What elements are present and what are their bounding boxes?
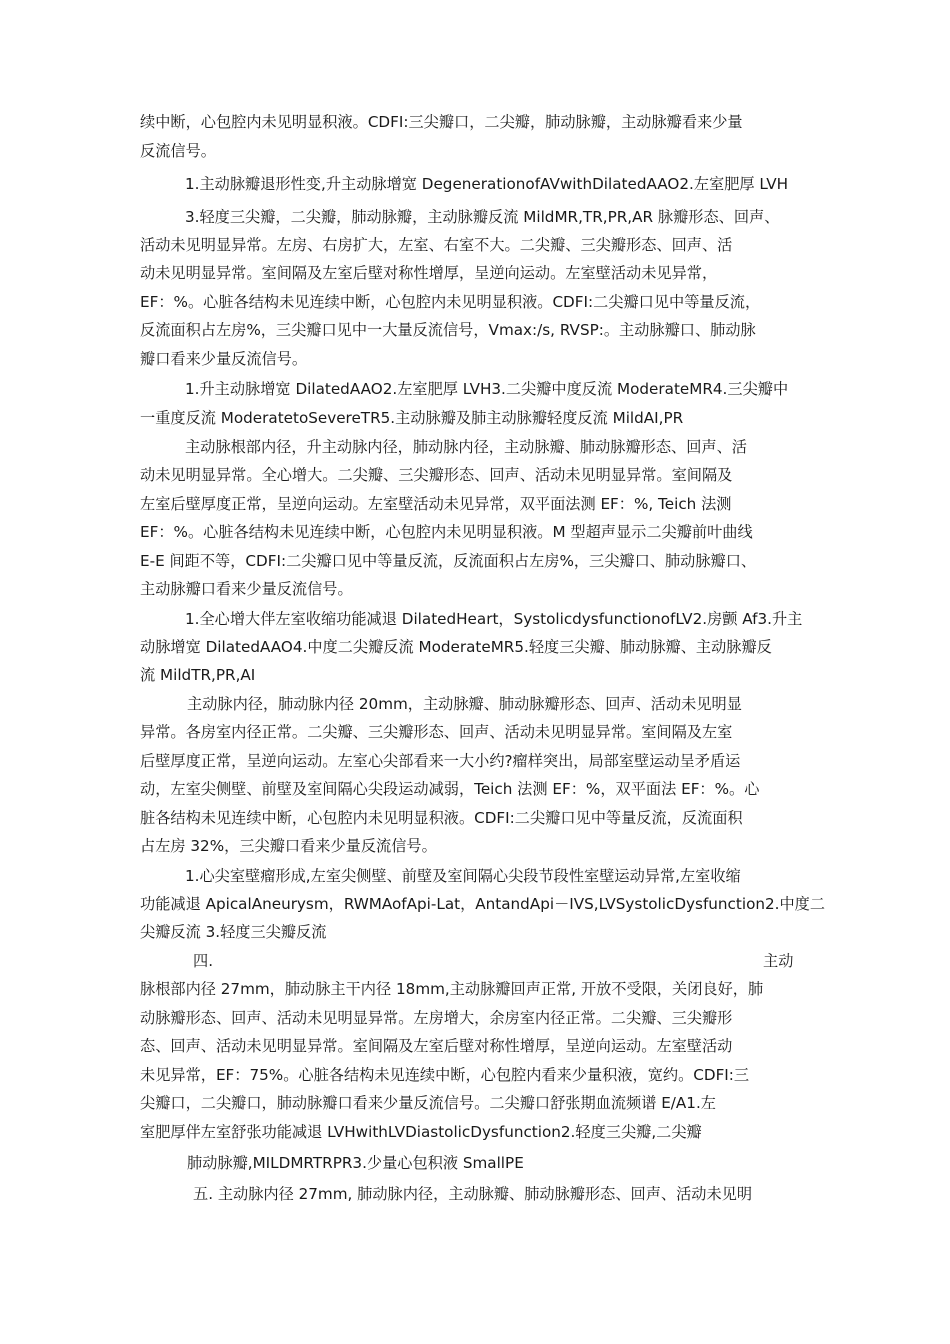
text-line: 动未见明显异常。室间隔及左室后壁对称性增厚，呈逆向运动。左室壁活动未见异常， — [140, 264, 718, 282]
text-line: 1.心尖室壁瘤形成,左室尖侧壁、前壁及室间隔心尖段节段性室壁运动异常,左室收缩 — [185, 867, 741, 885]
text-line: 流 MildTR,PR,AI — [140, 666, 256, 684]
text-fragment: 主动 — [763, 952, 794, 970]
text-line: 主动脉瓣口看来少量反流信号。 — [140, 580, 353, 598]
text-line: 后壁厚度正常，呈逆向运动。左室心尖部看来一大小约?瘤样突出，局部室壁运动呈矛盾运 — [140, 752, 741, 770]
section-heading: 四. — [193, 952, 214, 970]
text-line: E-E 间距不等，CDFI:二尖瓣口见中等量反流，反流面积占左房%，三尖瓣口、肺动脉瓣口、 — [140, 552, 757, 570]
text-line: 异常。各房室内径正常。二尖瓣、三尖瓣形态、回声、活动未见明显异常。室间隔及左室 — [140, 723, 733, 741]
text-line: 瓣口看来少量反流信号。 — [140, 350, 308, 368]
text-line: 动未见明显异常。全心增大。二尖瓣、三尖瓣形态、回声、活动未见明显异常。室间隔及 — [140, 466, 733, 484]
text-line: 尖瓣口，二尖瓣口，肺动脉瓣口看来少量反流信号。二尖瓣口舒张期血流频谱 E/A1.左 — [140, 1094, 716, 1112]
text-line: 功能减退 ApicalAneurysm，RWMAofApi-Lat，AntandApi－IVS,LVSystolicDysfunction2.中度二 — [140, 895, 826, 913]
text-line: 动脉增宽 DilatedAAO4.中度二尖瓣反流 ModerateMR5.轻度三尖瓣、肺动脉瓣、主动脉瓣反 — [140, 638, 772, 656]
text-line: EF：%。心脏各结构未见连续中断，心包腔内未见明显积液。CDFI:二尖瓣口见中等量反流， — [140, 293, 761, 311]
text-line: 反流信号。 — [140, 142, 216, 160]
text-line: 占左房 32%，三尖瓣口看来少量反流信号。 — [140, 837, 437, 855]
text-line: 主动脉内径，肺动脉内径 20mm，主动脉瓣、肺动脉瓣形态、回声、活动未见明显 — [187, 695, 742, 713]
text-line: 左室后壁厚度正常，呈逆向运动。左室壁活动未见异常，双平面法测 EF：%, Teich 法测 — [140, 495, 732, 513]
text-line: 动脉瓣形态、回声、活动未见明显异常。左房增大，余房室内径正常。二尖瓣、三尖瓣形 — [140, 1009, 733, 1027]
text-line: 一重度反流 ModeratetoSevereTR5.主动脉瓣及肺主动脉瓣轻度反流 MildAI,PR — [140, 409, 684, 427]
text-line: 脉根部内径 27mm，肺动脉主干内径 18mm,主动脉瓣回声正常, 开放不受限，关闭良好，肺 — [140, 980, 764, 998]
text-line: 动，左室尖侧壁、前壁及室间隔心尖段运动减弱，Teich 法测 EF：%，双平面法 EF：%。心 — [140, 780, 760, 798]
text-line: 肺动脉瓣,MILDMRTRPR3.少量心包积液 SmallPE — [187, 1154, 524, 1172]
text-line: 续中断，心包腔内未见明显积液。CDFI:三尖瓣口，二尖瓣，肺动脉瓣，主动脉瓣看来少量 — [140, 113, 743, 131]
text-line: 1.主动脉瓣退形性变,升主动脉增宽 DegenerationofAVwithDilatedAAO2.左室肥厚 LVH — [185, 175, 789, 193]
text-line: 活动未见明显异常。左房、右房扩大，左室、右室不大。二尖瓣、三尖瓣形态、回声、活 — [140, 236, 733, 254]
text-line: 反流面积占左房%，三尖瓣口见中一大量反流信号，Vmax:/s, RVSP:。主动脉瓣口、肺动脉 — [140, 321, 756, 339]
text-line: 1.升主动脉增宽 DilatedAAO2.左室肥厚 LVH3.二尖瓣中度反流 ModerateMR4.三尖瓣中 — [185, 380, 789, 398]
text-line: EF：%。心脏各结构未见连续中断，心包腔内未见明显积液。M 型超声显示二尖瓣前叶曲线 — [140, 523, 753, 541]
text-line: 态、回声、活动未见明显异常。室间隔及左室后壁对称性增厚，呈逆向运动。左室壁活动 — [140, 1037, 733, 1055]
text-line: 3.轻度三尖瓣，二尖瓣，肺动脉瓣，主动脉瓣反流 MildMR,TR,PR,AR 脉瓣形态、回声、 — [185, 208, 780, 226]
text-line: 五. 主动脉内径 27mm, 肺动脉内径，主动脉瓣、肺动脉瓣形态、回声、活动未见明 — [193, 1185, 753, 1203]
text-line: 脏各结构未见连续中断，心包腔内未见明显积液。CDFI:二尖瓣口见中等量反流，反流面积 — [140, 809, 743, 827]
text-line: 室肥厚伴左室舒张功能减退 LVHwithLVDiastolicDysfunction2.轻度三尖瓣,二尖瓣 — [140, 1123, 702, 1141]
text-line: 未见异常，EF：75%。心脏各结构未见连续中断，心包腔内看来少量积液，宽约。CDFI:三 — [140, 1066, 750, 1084]
text-line: 主动脉根部内径，升主动脉内径，肺动脉内径，主动脉瓣、肺动脉瓣形态、回声、活 — [185, 438, 747, 456]
text-line: 1.全心增大伴左室收缩功能减退 DilatedHeart，SystolicdysfunctionofLV2.房颤 Af3.升主 — [185, 610, 803, 628]
text-line: 尖瓣反流 3.轻度三尖瓣反流 — [140, 923, 327, 941]
